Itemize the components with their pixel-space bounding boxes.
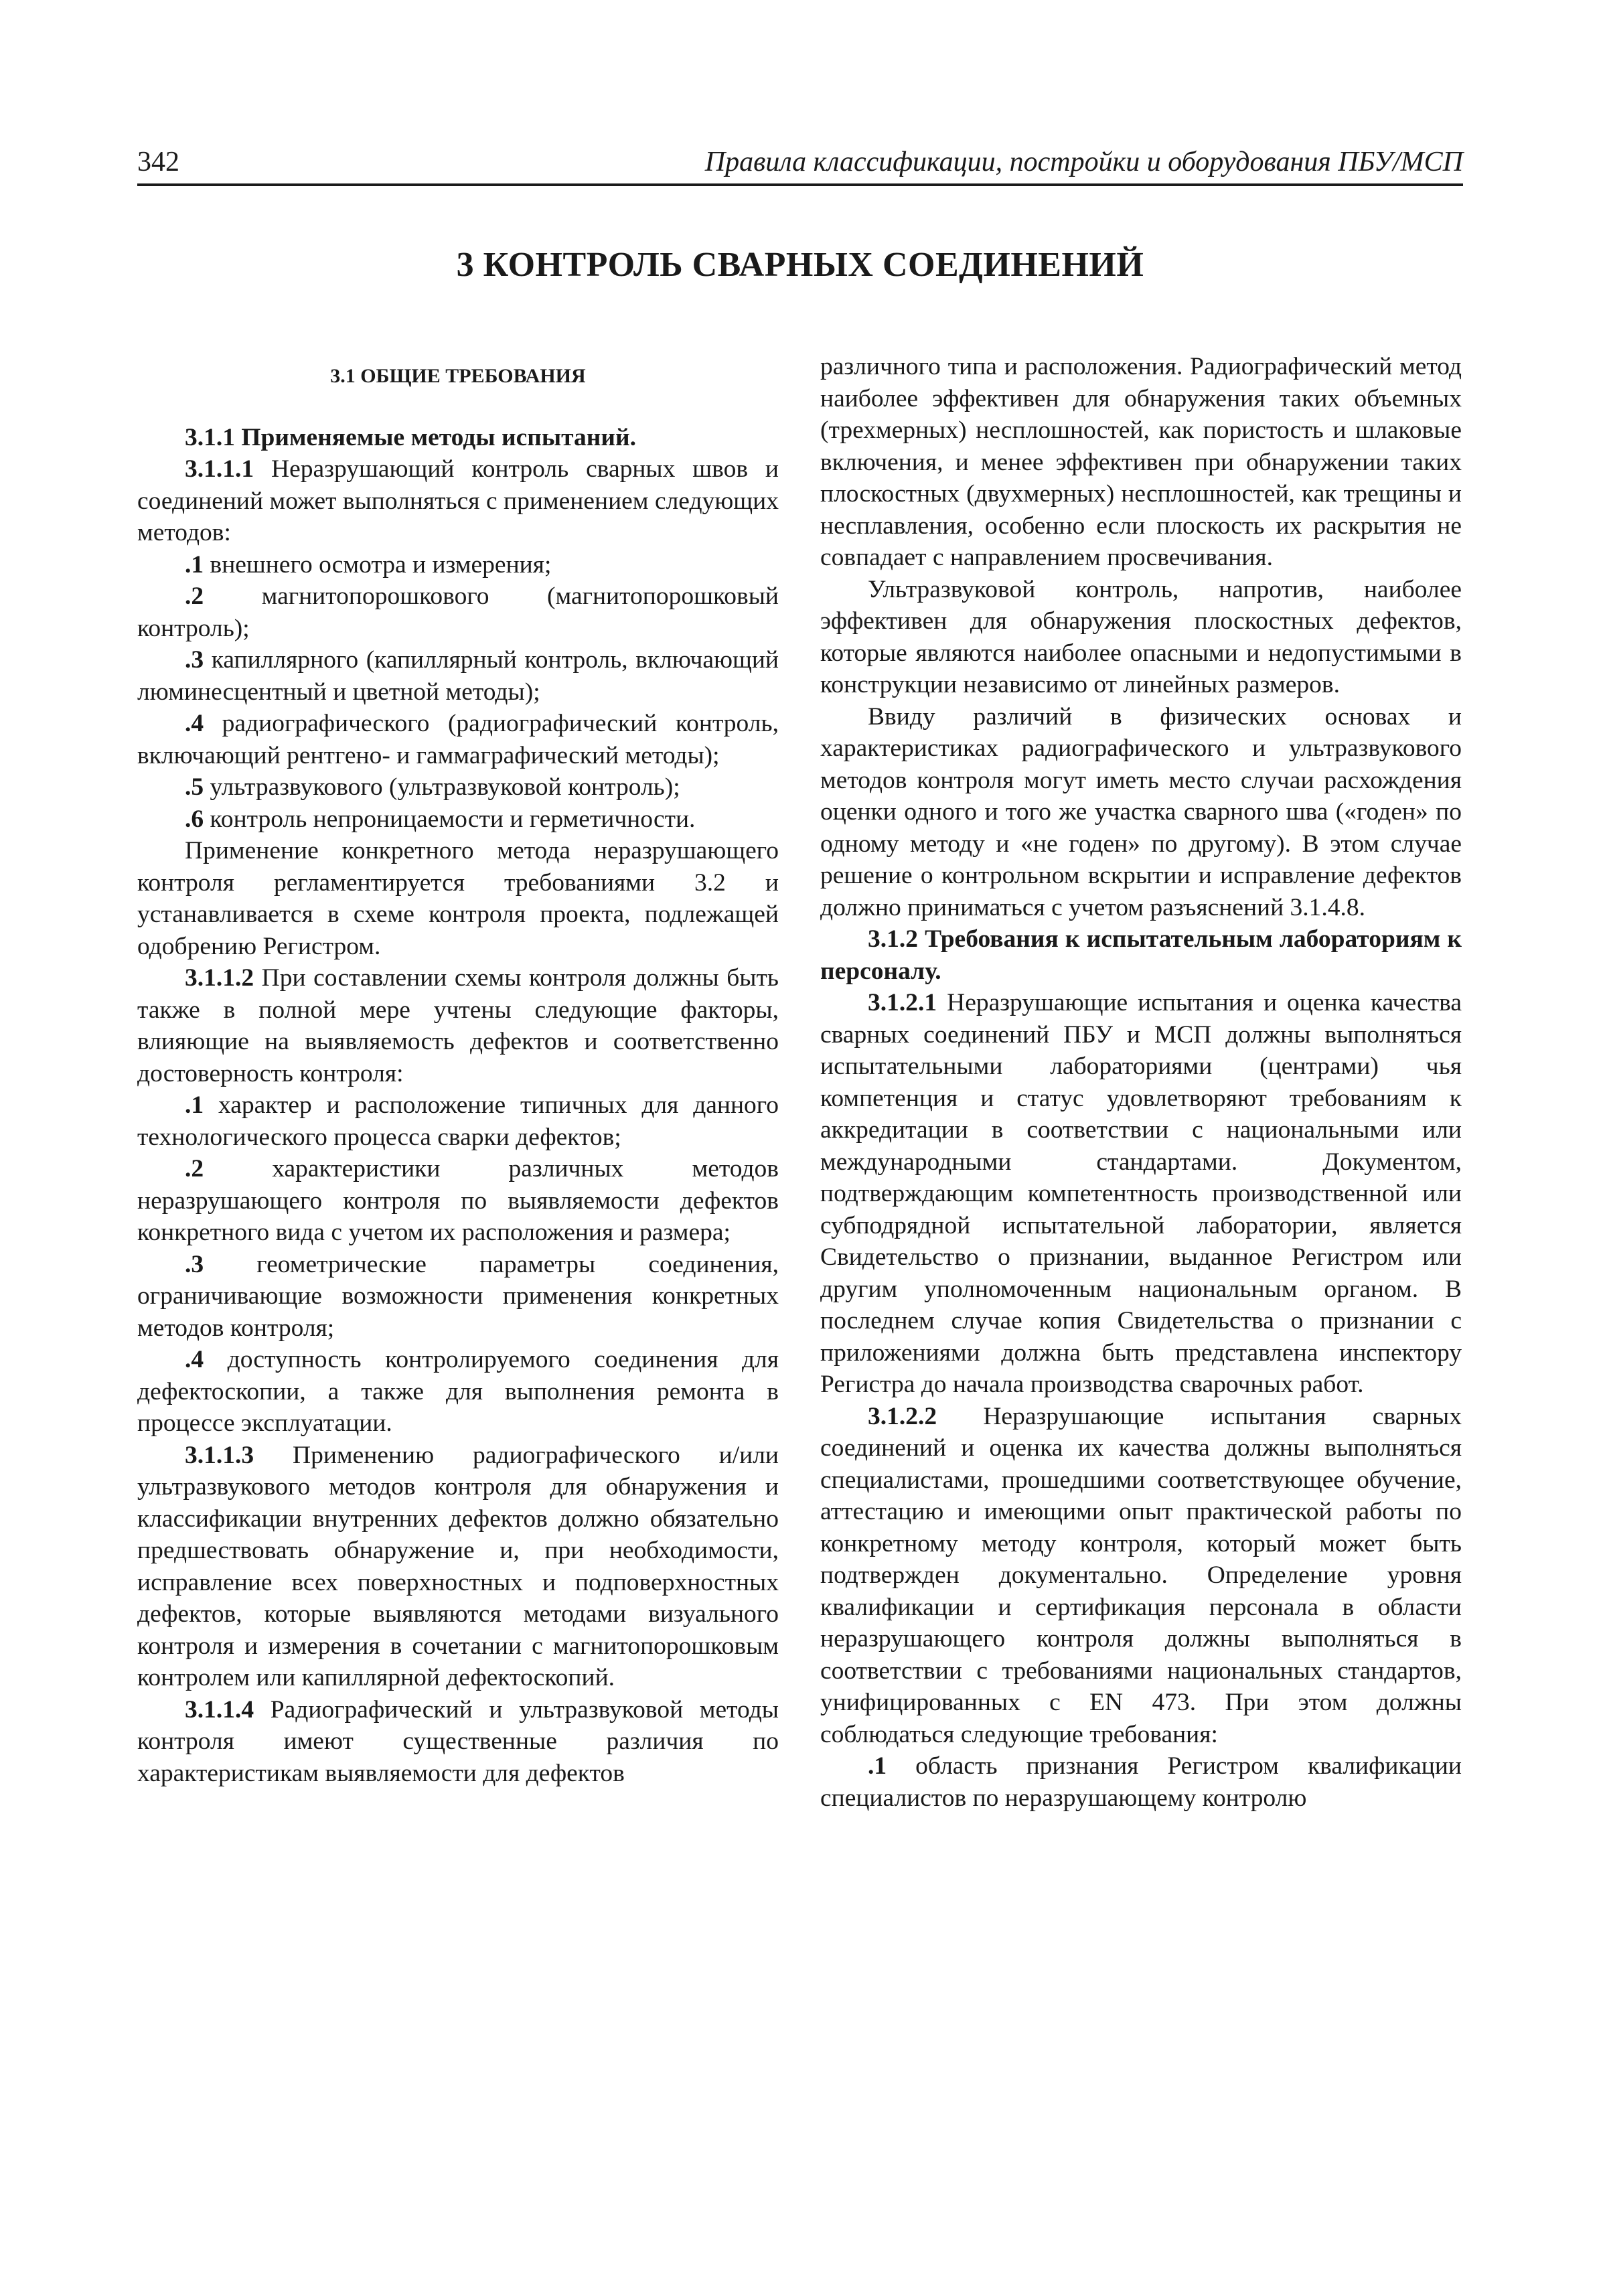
item-text: магнитопорошкового (магнитопорошковый контроль); bbox=[137, 583, 779, 642]
method-item-1 bbox=[137, 549, 779, 581]
item-number: .1 bbox=[185, 1091, 204, 1119]
method-item-3 bbox=[137, 644, 779, 708]
clause-text: Неразрушающие испытания сварных соединений и оценка их качества должны выполняться специалистами, прошедшими соответствующее обучение, аттестацию и имеющими опыт практической работы по конкретному методу контроля, который может быть подтвержден документально. Определение уровня квалификации и сертификация персонала в области неразрушающего контроля должны выполняться в соответствии с требованиями национальных стандартов, унифицированных с EN 473. При этом должны соблюдаться следующие требования: bbox=[820, 1402, 1462, 1748]
left-column bbox=[137, 351, 779, 1789]
factor-item-2 bbox=[137, 1153, 779, 1249]
factor-item-1 bbox=[137, 1089, 779, 1153]
paragraph-continuation: различного типа и расположения. Радиографический метод наиболее эффективен для обнаружения таких объемных (трехмерных) несплошностей, как пористость и шлаковые включения, и менее эффективен при обнаружении таких плоскостных (двухмерных) несплошностей, как трещины и несплавления, особенно если плоскость их раскрытия не совпадает с направлением просвечивания. bbox=[820, 353, 1462, 571]
method-item-6 bbox=[137, 803, 779, 836]
paragraph-method-application: Применение конкретного метода неразрушающего контроля регламентируется требованиями 3.2 и устанавливается в схеме контроля проекта, подлежащей одобрению Регистром. bbox=[137, 837, 779, 960]
paragraph-3-1-1-1 bbox=[137, 453, 779, 549]
page-number: 342 bbox=[137, 147, 179, 177]
item-text: характеристики различных методов неразрушающего контроля по выявляемости дефектов конкретного вида с учетом их расположения и размера; bbox=[137, 1155, 779, 1246]
requirement-item-1 bbox=[820, 1750, 1462, 1814]
section-heading: 3.1 ОБЩИЕ ТРЕБОВАНИЯ bbox=[330, 365, 586, 387]
clause-number: 3.1.1.2 bbox=[185, 964, 254, 992]
clause-number: 3.1.1.3 bbox=[185, 1441, 254, 1469]
running-header bbox=[137, 146, 1463, 186]
chapter-title: 3 КОНТРОЛЬ СВАРНЫХ СОЕДИНЕНИЙ bbox=[456, 246, 1144, 284]
method-item-4 bbox=[137, 708, 779, 771]
item-text: ультразвукового (ультразвуковой контроль); bbox=[204, 773, 680, 801]
right-column bbox=[820, 351, 1462, 1814]
item-number: .1 bbox=[868, 1752, 887, 1780]
item-text: внешнего осмотра и измерения; bbox=[204, 550, 552, 579]
paragraph-3-1-1-4 bbox=[137, 1694, 779, 1790]
paragraph-3-1-1-3 bbox=[137, 1440, 779, 1694]
paragraph-ultrasonic: Ультразвуковой контроль, напротив, наиболее эффективен для обнаружения плоскостных дефектов, которые являются наиболее опасными и недопустимыми в конструкции независимо от линейных размеров. bbox=[820, 575, 1462, 698]
item-text: область признания Регистром квалификации специалистов по неразрушающему контролю bbox=[820, 1752, 1462, 1812]
item-number: .3 bbox=[185, 646, 204, 674]
item-number: .4 bbox=[185, 1346, 204, 1373]
running-title: Правила классификации, постройки и оборудования ПБУ/МСП bbox=[704, 147, 1463, 177]
item-number: .5 bbox=[185, 773, 204, 801]
method-item-2 bbox=[137, 581, 779, 644]
paragraph-3-1-1-2 bbox=[137, 962, 779, 1089]
method-item-5 bbox=[137, 771, 779, 803]
subsection-3-1-1-heading: 3.1.1 Применяемые методы испытаний. bbox=[185, 423, 636, 451]
subsection-3-1-2-heading: 3.1.2 Требования к испытательным лабораториям к персоналу. bbox=[820, 925, 1462, 985]
clause-text: Применению радиографического и/или ультразвукового методов контроля для обнаружения и классификации внутренних дефектов должно обязательно предшествовать обнаружение и, при необходимости, исправление всех поверхностных и подповерхностных дефектов, которые выявляются методами визуального контроля и измерения в сочетании с магнитопорошковым контролем или капиллярной дефектоскопий. bbox=[137, 1441, 779, 1691]
item-number: .3 bbox=[185, 1250, 204, 1278]
clause-number: 3.1.1.1 bbox=[185, 455, 254, 483]
paragraph-3-1-2-2 bbox=[820, 1401, 1462, 1751]
clause-number: 3.1.2.1 bbox=[868, 989, 937, 1016]
item-text: радиографического (радиографический контроль, включающий рентгено- и гаммаграфический методы); bbox=[137, 710, 779, 769]
item-text: контроль непроницаемости и герметичности. bbox=[204, 805, 696, 833]
item-text: геометрические параметры соединения, ограничивающие возможности применения конкретных методов контроля; bbox=[137, 1250, 779, 1342]
item-number: .2 bbox=[185, 583, 204, 610]
clause-text: Радиографический и ультразвуковой методы контроля имеют существенные различия по характеристикам выявляемости для дефектов bbox=[137, 1695, 779, 1787]
clause-number: 3.1.1.4 bbox=[185, 1695, 254, 1724]
clause-text: При составлении схемы контроля должны быть также в полной мере учтены следующие факторы, влияющие на выявляемость дефектов и соответственно достоверность контроля: bbox=[137, 964, 779, 1087]
item-number: .4 bbox=[185, 710, 204, 737]
item-text: доступность контролируемого соединения для дефектоскопии, а также для выполнения ремонта в процессе эксплуатации. bbox=[137, 1346, 779, 1437]
paragraph-3-1-2-1 bbox=[820, 987, 1462, 1401]
item-number: .2 bbox=[185, 1155, 204, 1182]
clause-number: 3.1.2.2 bbox=[868, 1402, 937, 1430]
factor-item-3 bbox=[137, 1249, 779, 1345]
item-text: капиллярного (капиллярный контроль, включающий люминесцентный и цветной методы); bbox=[137, 646, 779, 706]
item-text: характер и расположение типичных для данного технологического процесса сварки дефектов; bbox=[137, 1091, 779, 1151]
paragraph-method-differences: Ввиду различий в физических основах и характеристиках радиографического и ультразвукового методов контроля могут иметь место случаи расхождения оценки одного и того же участка сварного шва («годен» по одному методу и «не годен» по другому). В этом случае решение о контрольном вскрытии и исправление дефектов должно приниматься с учетом разъяснений 3.1.4.8. bbox=[820, 702, 1462, 921]
clause-text: Неразрушающий контроль сварных швов и соединений может выполняться с применением следующих методов: bbox=[137, 455, 779, 546]
factor-item-4 bbox=[137, 1344, 779, 1440]
clause-text: Неразрушающие испытания и оценка качества сварных соединений ПБУ и МСП должны выполняться испытательными лабораториями (центрами) чья компетенция и статус удовлетворяют требованиям к аккредитации в соответствии с национальными или международными стандартами. Документом, подтверждающим компетентность производственной или субподрядной испытательной лаборатории, является Свидетельство о признании, выданное Регистром или другим уполномоченным национальным органом. В последнем случае копия Свидетельства о признании с приложениями должна быть представлена инспектору Регистра до начала производства сварочных работ. bbox=[820, 989, 1462, 1398]
item-number: .6 bbox=[185, 805, 204, 833]
item-number: .1 bbox=[185, 550, 204, 579]
